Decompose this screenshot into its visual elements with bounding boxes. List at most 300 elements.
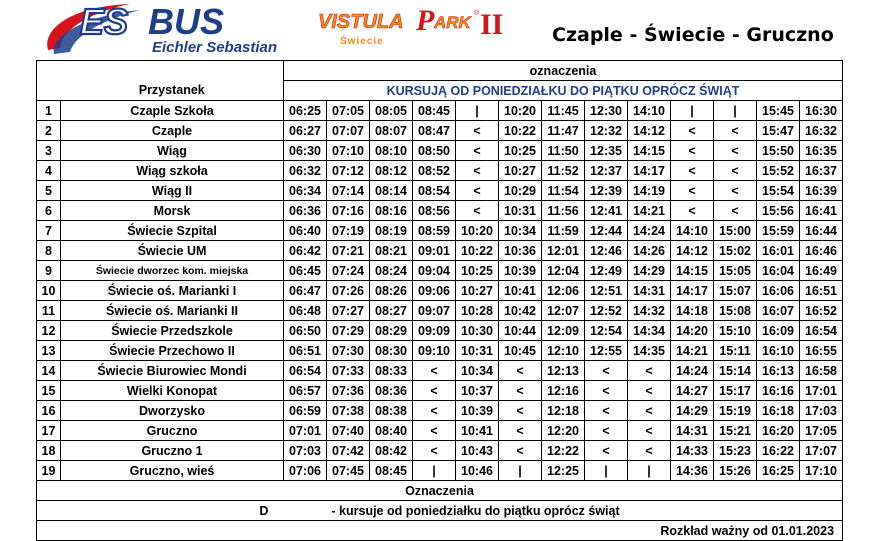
no-stop-marker: < [585, 441, 628, 461]
departure-time: 08:45 [413, 101, 456, 121]
departure-time: 06:30 [284, 141, 327, 161]
departure-time: 14:34 [628, 321, 671, 341]
departure-time: 06:57 [284, 381, 327, 401]
departure-time: 07:24 [327, 261, 370, 281]
departure-time: 15:00 [714, 221, 757, 241]
table-row [37, 281, 843, 301]
departure-time: 12:46 [585, 241, 628, 261]
departure-time: 10:31 [456, 341, 499, 361]
departure-time: 16:25 [757, 461, 800, 481]
departure-time: 12:55 [585, 341, 628, 361]
departure-time: 06:25 [284, 101, 327, 121]
service-days-label: KURSUJĄ OD PONIEDZIAŁKU DO PIĄTKU OPRÓCZ ŚWIĄT [284, 81, 843, 101]
legend-key: D [259, 503, 269, 518]
table-row [37, 221, 843, 241]
departure-time: 06:34 [284, 181, 327, 201]
departure-time: 15:17 [714, 381, 757, 401]
departure-time: 14:31 [628, 281, 671, 301]
footer-title-row [37, 481, 843, 501]
departure-time: 07:36 [327, 381, 370, 401]
row-number: 13 [37, 341, 61, 361]
no-stop-marker: < [714, 161, 757, 181]
departure-time: 08:26 [370, 281, 413, 301]
departure-time: 08:07 [370, 121, 413, 141]
esbus-logo-wordmark: BUS [148, 1, 225, 42]
departure-time: 16:51 [800, 281, 843, 301]
no-stop-marker: < [585, 401, 628, 421]
departure-time: 07:10 [327, 141, 370, 161]
no-stop-marker: < [456, 161, 499, 181]
departure-time: 11:52 [542, 161, 585, 181]
departure-time: 15:14 [714, 361, 757, 381]
departure-time: 10:27 [456, 281, 499, 301]
esbus-logo-subtitle: Eichler Sebastian [152, 39, 278, 56]
no-stop-marker: < [671, 161, 714, 181]
departure-time: 12:09 [542, 321, 585, 341]
departure-time: 09:07 [413, 301, 456, 321]
no-stop-marker: < [499, 421, 542, 441]
table-row [37, 321, 843, 341]
no-stop-marker: < [628, 361, 671, 381]
departure-time: 12:13 [542, 361, 585, 381]
departure-time: 06:45 [284, 261, 327, 281]
row-number: 2 [37, 121, 61, 141]
departure-time: 14:36 [671, 461, 714, 481]
stop-name: Świecie oś. Marianki II [61, 301, 284, 321]
departure-time: 16:46 [800, 241, 843, 261]
table-row [37, 101, 843, 121]
stop-name: Wiąg II [61, 181, 284, 201]
departure-time: 11:56 [542, 201, 585, 221]
svg-text:®: ® [474, 10, 480, 17]
row-number: 4 [37, 161, 61, 181]
departure-time: 15:21 [714, 421, 757, 441]
departure-time: 07:21 [327, 241, 370, 261]
departure-time: 11:47 [542, 121, 585, 141]
row-number: 19 [37, 461, 61, 481]
row-number: 9 [37, 261, 61, 281]
no-stop-marker: | [413, 461, 456, 481]
table-row [37, 341, 843, 361]
departure-time: 16:07 [757, 301, 800, 321]
departure-time: 10:41 [456, 421, 499, 441]
departure-time: 15:52 [757, 161, 800, 181]
departure-time: 15:05 [714, 261, 757, 281]
departure-time: 16:18 [757, 401, 800, 421]
departure-time: 07:07 [327, 121, 370, 141]
departure-time: 12:06 [542, 281, 585, 301]
stop-name: Świecie Biurowiec Mondi [61, 361, 284, 381]
departure-time: 06:50 [284, 321, 327, 341]
departure-time: 16:44 [800, 221, 843, 241]
departure-time: 08:29 [370, 321, 413, 341]
departure-time: 12:01 [542, 241, 585, 261]
przystanek-label: Przystanek [61, 81, 284, 101]
departure-time: 15:11 [714, 341, 757, 361]
header-row-service [37, 81, 843, 101]
no-stop-marker: | [456, 101, 499, 121]
no-stop-marker: | [671, 101, 714, 121]
no-stop-marker: < [456, 201, 499, 221]
departure-time: 10:46 [456, 461, 499, 481]
stop-name: Świecie oś. Marianki I [61, 281, 284, 301]
row-number: 1 [37, 101, 61, 121]
timetable [36, 60, 843, 541]
departure-time: 14:15 [671, 261, 714, 281]
departure-time: 08:14 [370, 181, 413, 201]
esbus-logo [40, 0, 310, 58]
no-stop-marker: < [671, 121, 714, 141]
departure-time: 16:35 [800, 141, 843, 161]
departure-time: 06:32 [284, 161, 327, 181]
departure-time: 08:59 [413, 221, 456, 241]
stop-name: Gruczno, wieś [61, 461, 284, 481]
departure-time: 11:50 [542, 141, 585, 161]
departure-time: 07:26 [327, 281, 370, 301]
departure-time: 14:21 [628, 201, 671, 221]
departure-time: 15:26 [714, 461, 757, 481]
no-stop-marker: < [499, 361, 542, 381]
svg-text:ARK: ARK [434, 13, 471, 32]
no-stop-marker: < [456, 121, 499, 141]
departure-time: 07:19 [327, 221, 370, 241]
table-row [37, 261, 843, 281]
departure-time: 14:15 [628, 141, 671, 161]
departure-time: 10:25 [456, 261, 499, 281]
no-stop-marker: < [585, 361, 628, 381]
row-number: 17 [37, 421, 61, 441]
departure-time: 07:29 [327, 321, 370, 341]
departure-time: 16:06 [757, 281, 800, 301]
row-number: 8 [37, 241, 61, 261]
departure-time: 10:20 [499, 101, 542, 121]
stop-name: Wiąg [61, 141, 284, 161]
departure-time: 08:30 [370, 341, 413, 361]
departure-time: 12:54 [585, 321, 628, 341]
table-row [37, 421, 843, 441]
departure-time: 16:16 [757, 381, 800, 401]
stop-name: Świecie Szpital [61, 221, 284, 241]
departure-time: 11:59 [542, 221, 585, 241]
departure-time: 14:24 [671, 361, 714, 381]
departure-time: 10:36 [499, 241, 542, 261]
departure-time: 06:51 [284, 341, 327, 361]
departure-time: 07:27 [327, 301, 370, 321]
svg-text:VISTULA: VISTULA [318, 11, 404, 33]
departure-time: 15:59 [757, 221, 800, 241]
departure-time: 12:20 [542, 421, 585, 441]
footer-valid-row [37, 521, 843, 541]
departure-time: 08:40 [370, 421, 413, 441]
departure-time: 06:59 [284, 401, 327, 421]
departure-time: 08:27 [370, 301, 413, 321]
departure-time: 14:20 [671, 321, 714, 341]
departure-time: 12:37 [585, 161, 628, 181]
departure-time: 14:17 [671, 281, 714, 301]
departure-time: 12:04 [542, 261, 585, 281]
departure-time: 16:22 [757, 441, 800, 461]
departure-time: 10:34 [456, 361, 499, 381]
departure-time: 12:49 [585, 261, 628, 281]
departure-time: 08:36 [370, 381, 413, 401]
departure-time: 14:32 [628, 301, 671, 321]
departure-time: 07:38 [327, 401, 370, 421]
departure-time: 06:42 [284, 241, 327, 261]
departure-time: 07:42 [327, 441, 370, 461]
departure-time: 15:02 [714, 241, 757, 261]
stop-name: Świecie dworzec kom. miejska [61, 261, 284, 281]
departure-time: 14:12 [671, 241, 714, 261]
svg-text:II: II [480, 8, 504, 41]
departure-time: 07:45 [327, 461, 370, 481]
vistula-park-logo [318, 4, 533, 48]
departure-time: 06:48 [284, 301, 327, 321]
departure-time: 06:36 [284, 201, 327, 221]
departure-time: 10:43 [456, 441, 499, 461]
table-row [37, 141, 843, 161]
departure-time: 08:10 [370, 141, 413, 161]
departure-time: 12:30 [585, 101, 628, 121]
departure-time: 10:45 [499, 341, 542, 361]
departure-time: 07:12 [327, 161, 370, 181]
departure-time: 08:47 [413, 121, 456, 141]
svg-text:Świecie: Świecie [340, 36, 384, 47]
departure-time: 15:45 [757, 101, 800, 121]
departure-time: 10:31 [499, 201, 542, 221]
departure-time: 16:13 [757, 361, 800, 381]
departure-time: 07:05 [327, 101, 370, 121]
departure-time: 06:47 [284, 281, 327, 301]
departure-time: 16:54 [800, 321, 843, 341]
stop-name: Wielki Konopat [61, 381, 284, 401]
footer-legend-row [37, 501, 843, 521]
departure-time: 08:50 [413, 141, 456, 161]
departure-time: 16:41 [800, 201, 843, 221]
stop-name: Czaple Szkoła [61, 101, 284, 121]
no-stop-marker: < [499, 401, 542, 421]
departure-time: 10:39 [499, 261, 542, 281]
departure-time: 12:52 [585, 301, 628, 321]
svg-text:ES: ES [80, 1, 129, 42]
departure-time: 16:04 [757, 261, 800, 281]
departure-time: 12:07 [542, 301, 585, 321]
departure-time: 08:21 [370, 241, 413, 261]
no-stop-marker: < [714, 121, 757, 141]
departure-time: 06:27 [284, 121, 327, 141]
departure-time: 14:24 [628, 221, 671, 241]
departure-time: 12:39 [585, 181, 628, 201]
departure-time: 16:52 [800, 301, 843, 321]
departure-time: 09:01 [413, 241, 456, 261]
departure-time: 15:50 [757, 141, 800, 161]
departure-time: 08:24 [370, 261, 413, 281]
legend-text: - kursuje od poniedziałku do piątku oprócz świąt [331, 503, 620, 518]
departure-time: 10:44 [499, 321, 542, 341]
no-stop-marker: | [585, 461, 628, 481]
departure-time: 12:35 [585, 141, 628, 161]
departure-time: 09:04 [413, 261, 456, 281]
table-row [37, 461, 843, 481]
valid-from: Rozkład ważny od 01.01.2023 [37, 521, 843, 541]
departure-time: 15:07 [714, 281, 757, 301]
departure-time: 09:06 [413, 281, 456, 301]
departure-time: 12:18 [542, 401, 585, 421]
departure-time: 12:10 [542, 341, 585, 361]
no-stop-marker: < [714, 201, 757, 221]
departure-time: 11:54 [542, 181, 585, 201]
departure-time: 10:34 [499, 221, 542, 241]
table-row [37, 201, 843, 221]
departure-time: 06:40 [284, 221, 327, 241]
departure-time: 08:05 [370, 101, 413, 121]
departure-time: 08:42 [370, 441, 413, 461]
stop-name: Dworzysko [61, 401, 284, 421]
departure-time: 07:01 [284, 421, 327, 441]
departure-time: 08:33 [370, 361, 413, 381]
departure-time: 10:29 [499, 181, 542, 201]
row-number: 7 [37, 221, 61, 241]
stop-name: Wiąg szkoła [61, 161, 284, 181]
departure-time: 15:23 [714, 441, 757, 461]
departure-time: 16:37 [800, 161, 843, 181]
row-number: 16 [37, 401, 61, 421]
departure-time: 14:10 [628, 101, 671, 121]
table-row [37, 301, 843, 321]
table-row [37, 381, 843, 401]
row-number: 10 [37, 281, 61, 301]
no-stop-marker: | [499, 461, 542, 481]
departure-time: 07:16 [327, 201, 370, 221]
departure-time: 10:42 [499, 301, 542, 321]
no-stop-marker: < [714, 141, 757, 161]
departure-time: 10:22 [456, 241, 499, 261]
departure-time: 17:03 [800, 401, 843, 421]
departure-time: 15:19 [714, 401, 757, 421]
no-stop-marker: < [456, 141, 499, 161]
departure-time: 08:12 [370, 161, 413, 181]
departure-time: 15:47 [757, 121, 800, 141]
oznaczenia-label: oznaczenia [284, 61, 843, 81]
departure-time: 14:19 [628, 181, 671, 201]
departure-time: 10:39 [456, 401, 499, 421]
departure-time: 14:26 [628, 241, 671, 261]
no-stop-marker: < [585, 381, 628, 401]
departure-time: 10:27 [499, 161, 542, 181]
departure-time: 07:33 [327, 361, 370, 381]
departure-time: 15:54 [757, 181, 800, 201]
svg-text:P: P [416, 4, 435, 37]
departure-time: 17:05 [800, 421, 843, 441]
stop-name: Świecie Przechowo II [61, 341, 284, 361]
departure-time: 16:30 [800, 101, 843, 121]
row-number: 18 [37, 441, 61, 461]
departure-time: 14:29 [628, 261, 671, 281]
departure-time: 10:30 [456, 321, 499, 341]
departure-time: 08:54 [413, 181, 456, 201]
departure-time: 16:55 [800, 341, 843, 361]
route-title: Czaple - Świecie - Gruczno [552, 24, 834, 46]
departure-time: 14:12 [628, 121, 671, 141]
departure-time: 10:41 [499, 281, 542, 301]
departure-time: 10:20 [456, 221, 499, 241]
table-row [37, 361, 843, 381]
departure-time: 08:56 [413, 201, 456, 221]
departure-time: 14:18 [671, 301, 714, 321]
table-row [37, 441, 843, 461]
departure-time: 12:41 [585, 201, 628, 221]
no-stop-marker: < [413, 441, 456, 461]
no-stop-marker: < [628, 421, 671, 441]
departure-time: 08:38 [370, 401, 413, 421]
departure-time: 10:25 [499, 141, 542, 161]
departure-time: 08:52 [413, 161, 456, 181]
departure-time: 06:54 [284, 361, 327, 381]
departure-time: 12:25 [542, 461, 585, 481]
no-stop-marker: | [714, 101, 757, 121]
departure-time: 16:20 [757, 421, 800, 441]
no-stop-marker: < [413, 361, 456, 381]
departure-time: 14:33 [671, 441, 714, 461]
departure-time: 07:06 [284, 461, 327, 481]
departure-time: 14:21 [671, 341, 714, 361]
departure-time: 07:40 [327, 421, 370, 441]
table-row [37, 161, 843, 181]
departure-time: 14:17 [628, 161, 671, 181]
departure-time: 08:16 [370, 201, 413, 221]
table-row [37, 241, 843, 261]
no-stop-marker: < [585, 421, 628, 441]
header-row-oznaczenia [37, 61, 843, 81]
departure-time: 12:22 [542, 441, 585, 461]
no-stop-marker: < [714, 181, 757, 201]
no-stop-marker: < [413, 421, 456, 441]
row-number: 12 [37, 321, 61, 341]
departure-time: 16:01 [757, 241, 800, 261]
departure-time: 11:45 [542, 101, 585, 121]
departure-time: 16:49 [800, 261, 843, 281]
departure-time: 12:32 [585, 121, 628, 141]
departure-time: 16:39 [800, 181, 843, 201]
footer-oznaczenia-title: Oznaczenia [37, 481, 843, 501]
no-stop-marker: < [628, 401, 671, 421]
row-number: 11 [37, 301, 61, 321]
departure-time: 14:35 [628, 341, 671, 361]
row-number: 5 [37, 181, 61, 201]
departure-time: 14:29 [671, 401, 714, 421]
departure-time: 08:45 [370, 461, 413, 481]
no-stop-marker: < [628, 381, 671, 401]
departure-time: 16:32 [800, 121, 843, 141]
departure-time: 09:10 [413, 341, 456, 361]
departure-time: 15:56 [757, 201, 800, 221]
no-stop-marker: < [628, 441, 671, 461]
stop-name: Gruczno 1 [61, 441, 284, 461]
departure-time: 15:10 [714, 321, 757, 341]
stop-name: Morsk [61, 201, 284, 221]
no-stop-marker: < [499, 381, 542, 401]
departure-time: 09:09 [413, 321, 456, 341]
departure-time: 16:09 [757, 321, 800, 341]
departure-time: 16:10 [757, 341, 800, 361]
departure-time: 08:19 [370, 221, 413, 241]
departure-time: 10:28 [456, 301, 499, 321]
no-stop-marker: < [413, 381, 456, 401]
header [0, 0, 880, 62]
departure-time: 12:16 [542, 381, 585, 401]
table-row [37, 401, 843, 421]
no-stop-marker: < [413, 401, 456, 421]
no-stop-marker: < [671, 201, 714, 221]
